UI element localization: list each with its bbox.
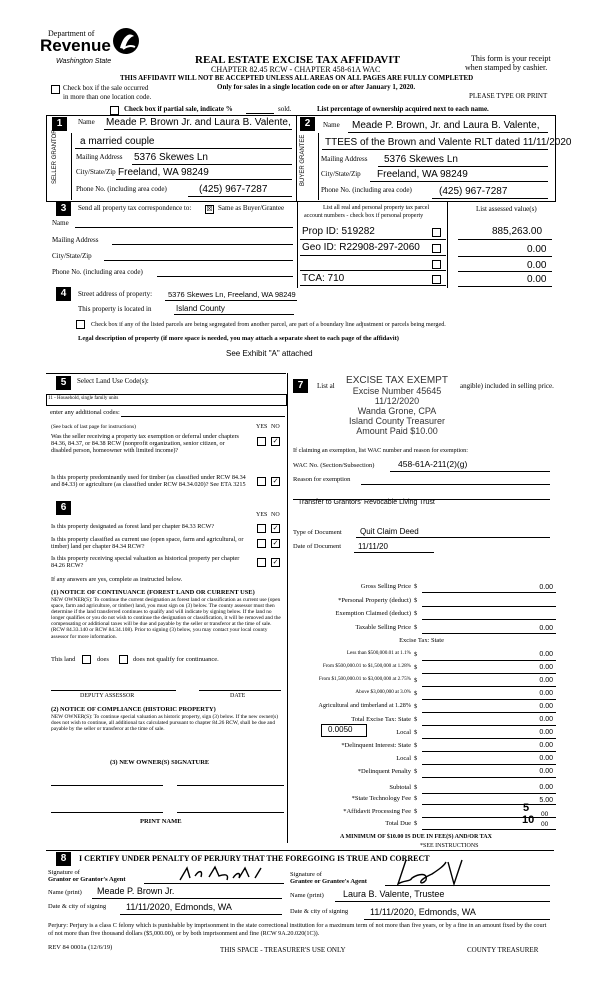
sold-label: sold. [278, 105, 292, 113]
tax-row-value-5: 0.00 [539, 651, 553, 658]
parcel-value-4: 0.00 [527, 274, 547, 285]
form-subtitle: CHAPTER 82.45 RCW - CHAPTER 458-61A WAC [211, 65, 381, 74]
dollar-10: $ [414, 716, 418, 723]
section-4-badge: 4 [56, 287, 71, 301]
form-title: REAL ESTATE EXCISE TAX AFFIDAVIT [195, 54, 400, 66]
dollar-15: $ [414, 784, 418, 791]
notice-2-body: NEW OWNER(S): To continue special valuation as historic property, sign (3) below. If the new owner(s) does not wish to continue, all additional tax calculated pursuant to chapter 84.26 RCW, shall be due and payable by the seller or transferor at the time of sale. [51, 714, 279, 733]
dollar-14: $ [414, 768, 418, 775]
seller-name: Meade P. Brown Jr. and Laura B. Valente, [106, 117, 291, 128]
notice-1-title: (1) NOTICE OF CONTINUANCE (FOREST LAND OR CURRENT USE) [51, 589, 255, 596]
exempt-stamp [327, 375, 467, 436]
section-2-badge: 2 [300, 117, 315, 131]
seller-city: Freeland, WA 98249 [118, 167, 209, 178]
tax-row-label-12: *Delinquent Interest: State [341, 742, 411, 749]
s6-q2-no[interactable]: ✓ [272, 539, 279, 547]
doc-type-value: Quit Claim Deed [360, 527, 419, 536]
same-as-buyer-checkbox[interactable]: ☒ [206, 205, 213, 213]
s3-phone-label: Phone No. (including area code) [52, 268, 143, 276]
seller-name-label: Name [78, 118, 95, 126]
land-use-value: 11 - Household, single family units [48, 396, 119, 401]
angible-label: angible) included in selling price. [460, 382, 554, 390]
new-owner-signature-label: (3) NEW OWNER(S) SIGNATURE [110, 759, 210, 766]
tax-row-label-0: Gross Selling Price [360, 583, 411, 590]
legal-desc-label: Legal description of property (if more space is needed, you may attach a separate sheet to each page of the affidavit) [78, 335, 399, 342]
county-value: Island County [176, 304, 225, 313]
dollar-12: $ [414, 742, 418, 749]
parcel-header-1: List all real and personal property tax parcel [323, 205, 430, 211]
parcel-id-2: Geo ID: R22908-297-2060 [302, 242, 420, 253]
tax-row-value-15: 0.00 [539, 784, 553, 791]
parcel-header-2: account numbers - check box if personal property [304, 213, 424, 219]
certify-text: I CERTIFY UNDER PENALTY OF PERJURY THAT THE FOREGOING IS TRUE AND CORRECT [79, 854, 430, 863]
buyer-city-label: City/State/Zip [321, 170, 361, 178]
tax-row-label-2: Exemption Claimed (deduct) [335, 610, 411, 617]
grantee-sig-label-1: Signature of [290, 871, 322, 878]
multi-location-label-1: Check box if the sale occurred [63, 84, 149, 92]
stamp-line-3: 11/12/2020 [374, 396, 420, 406]
seller-city-label: City/State/Zip [76, 168, 116, 176]
tax-row-value-13: 0.00 [539, 755, 553, 762]
land-use-label: Select Land Use Code(s): [77, 377, 149, 385]
grantor-signature [175, 862, 270, 886]
segregated-label: Check box if any of the listed parcels are being segregated from another parcel, are part of a boundary line adjustment or parcels being merged. [91, 321, 446, 328]
stamp-line-1: EXCISE TAX EXEMPT [346, 375, 448, 386]
tax-row-value-0: 0.00 [539, 584, 553, 591]
partial-sale-checkbox[interactable] [110, 106, 119, 115]
please-type: PLEASE TYPE OR PRINT [469, 92, 548, 100]
dept-line-2: Revenue [40, 36, 111, 55]
tax-row-label-5: Less than $500,000.01 at 1.1% [346, 650, 411, 656]
dollar-17: $ [414, 808, 418, 815]
tax-row-label-16: *State Technology Fee [351, 795, 411, 802]
doc-date-value: 11/11/20 [358, 542, 388, 551]
land-does-not-checkbox[interactable] [119, 655, 128, 664]
tax-row-label-14: *Delinquent Penalty [357, 768, 411, 775]
see-exhibit: See Exhibit "A" attached [226, 349, 313, 358]
send-correspondence-label: Send all property tax correspondence to: [78, 204, 192, 212]
grantee-date-city: 11/11/2020, Edmonds, WA [370, 907, 476, 917]
buyer-side-label: BUYER GRANTEE [300, 134, 306, 186]
dollar-18: $ [414, 820, 418, 827]
partial-sale-label: Check box if partial sale, indicate % [124, 105, 233, 113]
s6-q3-yes[interactable] [257, 558, 266, 567]
dollar-16: $ [414, 795, 418, 802]
buyer-phone-label: Phone No. (including area code) [321, 186, 412, 194]
dor-logo-icon [111, 26, 141, 56]
receipt-note-1: This form is your receipt [471, 54, 551, 63]
buyer-phone: (425) 967-7287 [439, 186, 508, 197]
dollar-3: $ [414, 624, 418, 631]
enter-codes-label: enter any additional codes: [50, 409, 120, 416]
seller-side-label: SELLER GRANTOR [52, 129, 58, 184]
dollar-11: $ [414, 729, 418, 736]
if-yes-label: If any answers are yes, complete as instructed below. [51, 576, 183, 583]
wac-label: WAC No. (Section/Subsection) [293, 462, 375, 469]
buyer-name-label: Name [323, 121, 340, 129]
perjury-text: Perjury: Perjury is a class C felony which is punishable by imprisonment in the state correctional institution for a maximum term of not more than five years, or by a fine in an amount fixed by the court of not more than five thousand dollars ($5,000.00), or by both imprisonment and fine (RCW 9A.20.020(1C)). [48, 922, 547, 937]
dollar-13: $ [414, 755, 418, 762]
dollar-5: $ [414, 651, 418, 658]
section-8-badge: 8 [56, 852, 71, 866]
dollar-6: $ [414, 664, 418, 671]
s6-question-1: Is this property designated as forest land per chapter 84.33 RCW? [51, 523, 215, 530]
date-label: DATE [230, 693, 246, 699]
tax-row-label-11: Local [396, 729, 411, 736]
tax-row-label-7: From $1,500,000.01 to $3,000,000 at 2.75% [318, 676, 411, 682]
parcel-3-personal-checkbox[interactable] [432, 260, 441, 269]
s5-yes: YES [256, 424, 268, 430]
tax-row-label-4: Excise Tax: State [399, 637, 444, 644]
dollar-1: $ [414, 597, 418, 604]
dollar-9: $ [414, 703, 418, 710]
grantee-signature [388, 856, 468, 888]
warning-line: THIS AFFIDAVIT WILL NOT BE ACCEPTED UNLESS ALL AREAS ON ALL PAGES ARE FULLY COMPLETED [120, 74, 474, 82]
total-cents: 00 [541, 821, 549, 828]
dept-line-1: Department of [48, 29, 95, 38]
grantor-sig-label-1: Signature of [48, 869, 80, 876]
section-7-badge: 7 [293, 379, 308, 393]
tax-row-value-16: 5.00 [539, 797, 553, 804]
minimum-due: A MINIMUM OF $10.00 IS DUE IN FEE(S) AND/OR TAX [340, 834, 492, 840]
buyer-mail: 5376 Skewes Ln [384, 154, 458, 165]
s6-q2-yes[interactable] [257, 539, 266, 548]
s5-no: NO [271, 424, 280, 430]
stamp-line-6: Amount Paid $10.00 [356, 426, 438, 436]
tax-row-value-17: 10 [522, 814, 535, 826]
treasurer-space: THIS SPACE - TREASURER'S USE ONLY [220, 946, 346, 954]
s3-name-label: Name [52, 219, 69, 227]
dept-line-3: Washington State [56, 58, 112, 65]
parcel-1-personal-checkbox[interactable] [432, 228, 441, 237]
seller-name-2: a married couple [80, 136, 155, 147]
s3-city-label: City/State/Zip [52, 252, 92, 260]
s5-question-1: Was the seller receiving a property tax exemption or deferral under chapters 84.36, 84.37, or 84.38 RCW (nonprofit organization, senior citizen, or disabled person, homeowner with limited income)? [51, 433, 239, 454]
grantee-name-label: Name (print) [290, 892, 324, 899]
grantee-date-label: Date & city of signing [290, 908, 349, 915]
s6-question-2: Is this property classified as current use (open space, farm and agricultural, or timber) land per chapter 84.34 RCW? [51, 536, 244, 550]
see-instructions: *SEE INSTRUCTIONS [420, 843, 479, 849]
s5-question-2: Is this property predominantly used for timber (as classified under RCW 84.34 and 84.33) or agriculture (as classified under RCW 84.34.020)? See ETA 3215 [51, 474, 246, 488]
grantor-name-label: Name (print) [48, 889, 82, 896]
s5-q1-no[interactable]: ✓ [272, 437, 279, 445]
multi-location-label-2: in more than one location code. [63, 93, 152, 101]
grantor-date-label: Date & city of signing [48, 903, 107, 910]
fee-cents: 00 [541, 811, 549, 818]
parcel-id-1: Prop ID: 519282 [302, 226, 375, 237]
doc-date-label: Date of Document [293, 543, 342, 550]
street-label: Street address of property: [78, 290, 153, 298]
reason-value: Transfer to Grantors' Revocable Living Trust [298, 499, 435, 506]
parcel-value-3: 0.00 [527, 260, 547, 271]
only-sales-line: Only for sales in a single location code on or after January 1, 2020. [217, 83, 416, 91]
tax-row-value-6: 0.00 [539, 664, 553, 671]
doc-type-label: Type of Document [293, 529, 342, 536]
grantor-name-print: Meade P. Brown Jr. [97, 886, 175, 896]
tax-row-label-3: Taxable Selling Price [355, 624, 411, 631]
parcel-value-2: 0.00 [527, 244, 547, 255]
wac-intro: If claiming an exemption, list WAC number and reason for exemption: [293, 447, 468, 454]
notice-2-title: (2) NOTICE OF COMPLIANCE (HISTORIC PROPERTY) [51, 706, 216, 713]
stamp-line-2: Excise Number 45645 [352, 386, 442, 396]
local-rate-value: 0.0050 [328, 725, 353, 734]
s5-q2-yes[interactable] [257, 477, 266, 486]
s6-question-3: Is this property receiving special valuation as historical property per chapter 84.26 RCW? [51, 555, 240, 569]
notice-1-body: NEW OWNER(S): To continue the current designation as forest land or classification as current use (open space, farm and agriculture, or timber) land, you must sign on (3) below. The county assessor must then determine if the land transferred continues to qualify and will indicate by signing below. If the land no longer qualifies or you do not wish to continue the designation or classification, it will be removed and the compensating or additional taxes will be due and payable by the seller or transferor at the time of sale. (RCW 84.33.140 or RCW 84.34.108). Prior to signing (3) below, you may contact your local county assessor for more information. [51, 597, 281, 640]
tax-row-label-6: From $500,000.01 to $1,500,000 at 1.28% [322, 663, 411, 669]
stamp-line-4: Wanda Grone, CPA [357, 406, 437, 416]
this-land-label: This land [51, 656, 76, 663]
grantee-sig-label-2: Grantee or Grantee's Agent [290, 878, 367, 885]
s5-q2-no[interactable]: ✓ [272, 477, 279, 485]
dollar-2: $ [414, 610, 418, 617]
tax-row-label-1: *Personal Property (deduct) [338, 597, 411, 604]
form-rev: REV 84 0001a (12/6/19) [48, 944, 113, 951]
tax-row-value-11: 0.00 [539, 729, 553, 736]
stamp-line-5: Island County Treasurer [348, 416, 446, 426]
seller-phone-label: Phone No. (including area code) [76, 185, 167, 193]
tax-row-value-3: 0.00 [539, 625, 553, 632]
tax-row-label-8: Above $3,000,000 at 3.0% [355, 689, 411, 695]
buyer-mail-label: Mailing Address [321, 155, 368, 163]
seller-phone: (425) 967-7287 [199, 184, 268, 195]
grantor-date-city: 11/11/2020, Edmonds, WA [126, 902, 232, 912]
tax-row-label-10: Total Excise Tax: State [351, 716, 411, 723]
tax-row-value-9: 0.00 [539, 703, 553, 710]
s5-q1-yes[interactable] [257, 437, 266, 446]
does-label: does [97, 656, 109, 663]
county-treasurer: COUNTY TREASURER [467, 946, 539, 954]
section-3-badge: 3 [56, 202, 71, 216]
grantee-name-print: Laura B. Valente, Trustee [343, 889, 445, 899]
tax-row-value-12: 0.00 [539, 742, 553, 749]
seller-mail-label: Mailing Address [76, 153, 123, 161]
section-1-badge: 1 [52, 117, 67, 131]
print-name-label: PRINT NAME [140, 818, 182, 825]
section-6-badge: 6 [56, 501, 71, 515]
parcel-value-1: 885,263.00 [492, 226, 543, 237]
parcel-4-personal-checkbox[interactable] [432, 275, 441, 284]
list-all-label: List al [317, 382, 335, 390]
fee-handwritten: 5 [523, 802, 530, 814]
tax-row-label-18: Total Due [385, 820, 411, 827]
list-pct-label: List percentage of ownership acquired next to each name. [317, 105, 489, 113]
does-not-label: does not qualify for continuance. [133, 656, 219, 663]
seller-mail: 5376 Skewes Ln [134, 152, 208, 163]
same-as-buyer-label: Same as Buyer/Grantee [218, 204, 285, 212]
reason-label: Reason for exemption [293, 476, 351, 483]
s6-q1-no[interactable]: ✓ [272, 524, 279, 532]
tax-row-value-14: 0.00 [539, 768, 553, 775]
buyer-name: Meade P. Brown, Jr. and Laura B. Valente, [352, 120, 540, 131]
parcel-id-4: TCA: 710 [302, 273, 345, 284]
deputy-assessor-label: DEPUTY ASSESSOR [80, 693, 135, 699]
street-address: 5376 Skewes Ln, Freeland, WA 98249 [168, 290, 296, 299]
dollar-8: $ [414, 690, 418, 697]
tax-row-label-15: Subtotal [389, 784, 411, 791]
wac-value: 458-61A-211(2)(g) [398, 459, 468, 469]
buyer-city: Freeland, WA 98249 [377, 169, 468, 180]
s3-mail-label: Mailing Address [52, 236, 99, 244]
value-header: List assessed value(s) [476, 205, 537, 213]
segregated-checkbox[interactable] [76, 320, 85, 329]
tax-row-label-13: Local [396, 755, 411, 762]
s6-yes: YES [256, 512, 268, 518]
s6-no: NO [271, 512, 280, 518]
tax-row-label-9: Agricultural and timberland at 1.28% [318, 702, 411, 709]
s6-q1-yes[interactable] [257, 524, 266, 533]
grantor-sig-label-2: Grantor or Grantor's Agent [48, 876, 126, 883]
dollar-0: $ [414, 583, 418, 590]
tax-row-label-17: *Affidavit Processing Fee [343, 808, 411, 815]
see-back-label: (See back of last page for instructions) [51, 424, 136, 430]
receipt-note-2: when stamped by cashier. [465, 63, 548, 72]
dollar-7: $ [414, 677, 418, 684]
s6-q3-no[interactable]: ✓ [272, 558, 279, 566]
land-does-checkbox[interactable] [82, 655, 91, 664]
parcel-2-personal-checkbox[interactable] [432, 244, 441, 253]
multi-location-checkbox[interactable] [51, 85, 60, 94]
buyer-name-2: TTEES of the Brown and Valente RLT dated 11/11/2020 [325, 137, 572, 148]
tax-row-value-7: 0.00 [539, 677, 553, 684]
located-label: This property is located in [78, 305, 152, 313]
section-5-badge: 5 [56, 376, 71, 390]
tax-row-value-8: 0.00 [539, 690, 553, 697]
tax-row-value-10: 0.00 [539, 716, 553, 723]
